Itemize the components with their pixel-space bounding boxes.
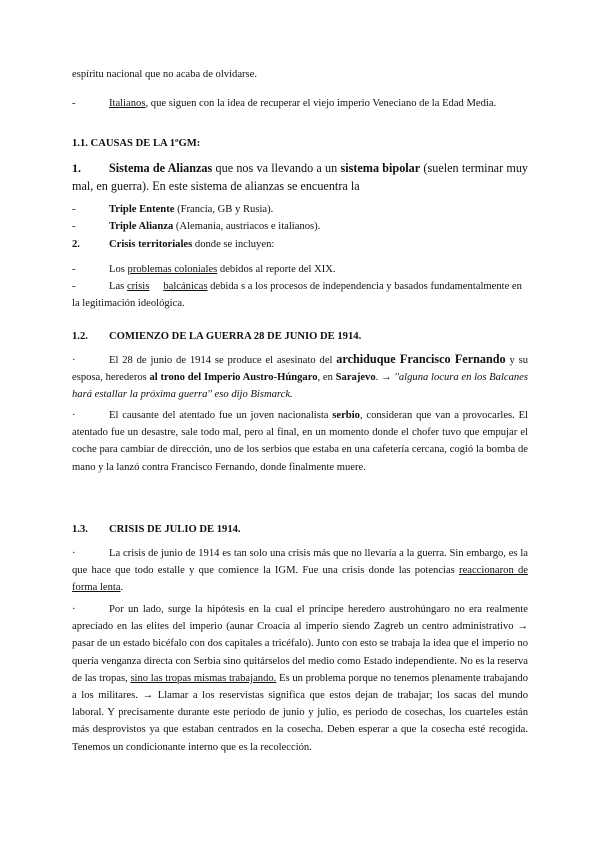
reaccionaron-term: reaccionaron de forma lenta: [72, 565, 528, 594]
numbered-item-1: [72, 160, 528, 196]
item-number: 1.: [72, 161, 81, 175]
tropas-term: sino las tropas mismas trabajando.: [130, 672, 277, 684]
paragraph-atentado: [72, 407, 528, 476]
asesinato-text-3: , en: [317, 372, 336, 384]
coloniales-lead: Los: [109, 264, 128, 275]
balcanicas-lead: Las: [109, 281, 127, 292]
hipotesis-text-2: Es un problema porque no tenemos plenamente trabajando a los militares. → Llamar a los reservistas significa que estos dejan de trabajar; los sacas del mundo laboral. Y precisamente durante este periodo de junio y julio, es periodo de cosechas, los cuarteles están más desprovistos ya que estaban centrados en la cosecha. Deben esperar a que la cosecha esté recogida. Tenemos un condicionante interno que es la recolección.: [72, 672, 529, 753]
serbio-term: serbio: [332, 410, 360, 421]
bipolar-text: (suelen terminar muy mal, en guerra). En este sistema de alianzas se encuentra la: [72, 161, 529, 194]
coloniales-text: debidos al reporte del XIX.: [217, 264, 336, 275]
crisis-junio-text-1: La crisis de junio de 1914 es tan solo una crisis más que no llevaría a la guerra. Sin embargo, es la que hace que todo estalle y que comience la IGM. Fue una crisis donde las potencias: [72, 548, 528, 577]
asesinato-text-4: . →: [375, 372, 395, 384]
italianos-text: , que siguen con la idea de recuperar el viejo imperio Veneciano de la Edad Media.: [145, 98, 497, 109]
paragraph-hipotesis: [72, 601, 528, 756]
atentado-text-1: El causante del atentado fue un joven nacionalista: [109, 410, 333, 421]
item-number: 2.: [72, 239, 80, 250]
alianza-term: Triple Alianza: [109, 221, 174, 232]
balcanicas-term-1: crisis: [126, 281, 150, 292]
bullet-dot: ·: [72, 355, 76, 366]
alianzas-term: Sistema de Alianzas: [109, 161, 213, 175]
sarajevo-term: Sarajevo: [335, 372, 376, 384]
heading-causas: [72, 135, 528, 152]
bullet-dot: ·: [72, 604, 76, 615]
balcanicas-text: debida s a los procesos de independencia y basados fundamentalmente en la legitimación ideológica.: [72, 281, 522, 310]
heading-text: CRISIS DE JULIO DE 1914.: [109, 524, 241, 535]
coloniales-term: problemas coloniales: [127, 264, 218, 275]
italianos-term: Italianos: [109, 98, 146, 109]
bullet-dash: -: [72, 264, 76, 275]
numbered-item-2: [72, 236, 528, 253]
bullet-dash: -: [72, 204, 76, 215]
alianza-text: (Alemania, austriacos e italianos).: [173, 221, 321, 232]
bullet-problemas-coloniales: [72, 261, 528, 278]
bullet-dot: ·: [72, 410, 76, 421]
atentado-text-2: , consideran que van a provocarles. El atentado fue un desastre, sale todo mal, pero al final, en un momento donde el chofer tuvo que empujar el coche para cambiar de dirección, uno de los serbios que estaba en una cafetería cercana, cogió la bomba de mano y la lanzó contra Francisco Fernando, donde finalmente muere.: [72, 410, 528, 473]
crisis-text: donde se incluyen:: [192, 239, 275, 250]
trono-term: al trono del Imperio Austro-Húngaro: [149, 372, 318, 384]
paragraph-text: espíritu nacional que no acaba de olvidarse.: [72, 69, 258, 80]
crisis-term: Crisis territoriales: [109, 239, 193, 250]
heading-number: 1.3.: [72, 524, 88, 535]
bullet-triple-entente: [72, 201, 528, 218]
paragraph-intro: [72, 66, 528, 83]
bullet-triple-alianza: [72, 218, 528, 235]
paragraph-asesinato: [72, 351, 528, 404]
paragraph-crisis-junio: [72, 545, 528, 597]
heading-number: 1.2.: [72, 331, 88, 342]
alianzas-text: que nos va llevando a un: [212, 161, 341, 175]
bullet-dash: -: [72, 281, 76, 292]
bismarck-quote: ''alguna locura en los Balcanes hará estallar la próxima guerra'' eso dijo Bismarck.: [72, 372, 529, 401]
entente-text: (Francia, GB y Rusia).: [174, 204, 274, 215]
entente-term: Triple Entente: [109, 204, 175, 215]
heading-text: COMIENZO DE LA GUERRA 28 DE JUNIO DE 1914.: [109, 331, 362, 342]
bullet-dash: -: [72, 221, 76, 232]
hipotesis-text-1: Por un lado, surge la hipótesis en la cual el príncipe heredero austrohúngaro no era realmente apreciado en las elites del imperio (aunar Croacia al imperio siendo Zagreb un centro administrativo → pasar de un estado bicéfalo con dos capitales a tricéfalo). Junto con esto se trabaja la idea que el imperio no quería venganza directa con Serbia sino quitárselos del medio como Estado independiente. No es la reserva de las tropas,: [72, 604, 528, 684]
archiduque-term: archiduque Francisco Fernando: [336, 352, 506, 366]
heading-text: 1.1. CAUSAS DE LA 1ºGM:: [72, 138, 201, 149]
balcanicas-term-2: balcánicas: [163, 281, 208, 292]
crisis-junio-text-2: .: [120, 582, 124, 594]
heading-crisis-julio: [72, 521, 528, 538]
asesinato-text-2: y su esposa, herederos: [72, 355, 529, 384]
bipolar-term: sistema bipolar: [340, 161, 421, 175]
heading-comienzo: [72, 328, 528, 345]
bullet-dot: ·: [72, 548, 76, 559]
bullet-italianos: [72, 95, 528, 112]
bullet-dash: -: [72, 98, 76, 109]
bullet-crisis-balcanicas: [72, 278, 528, 312]
asesinato-text-1: El 28 de junio de 1914 se produce el asesinato del: [109, 355, 337, 366]
